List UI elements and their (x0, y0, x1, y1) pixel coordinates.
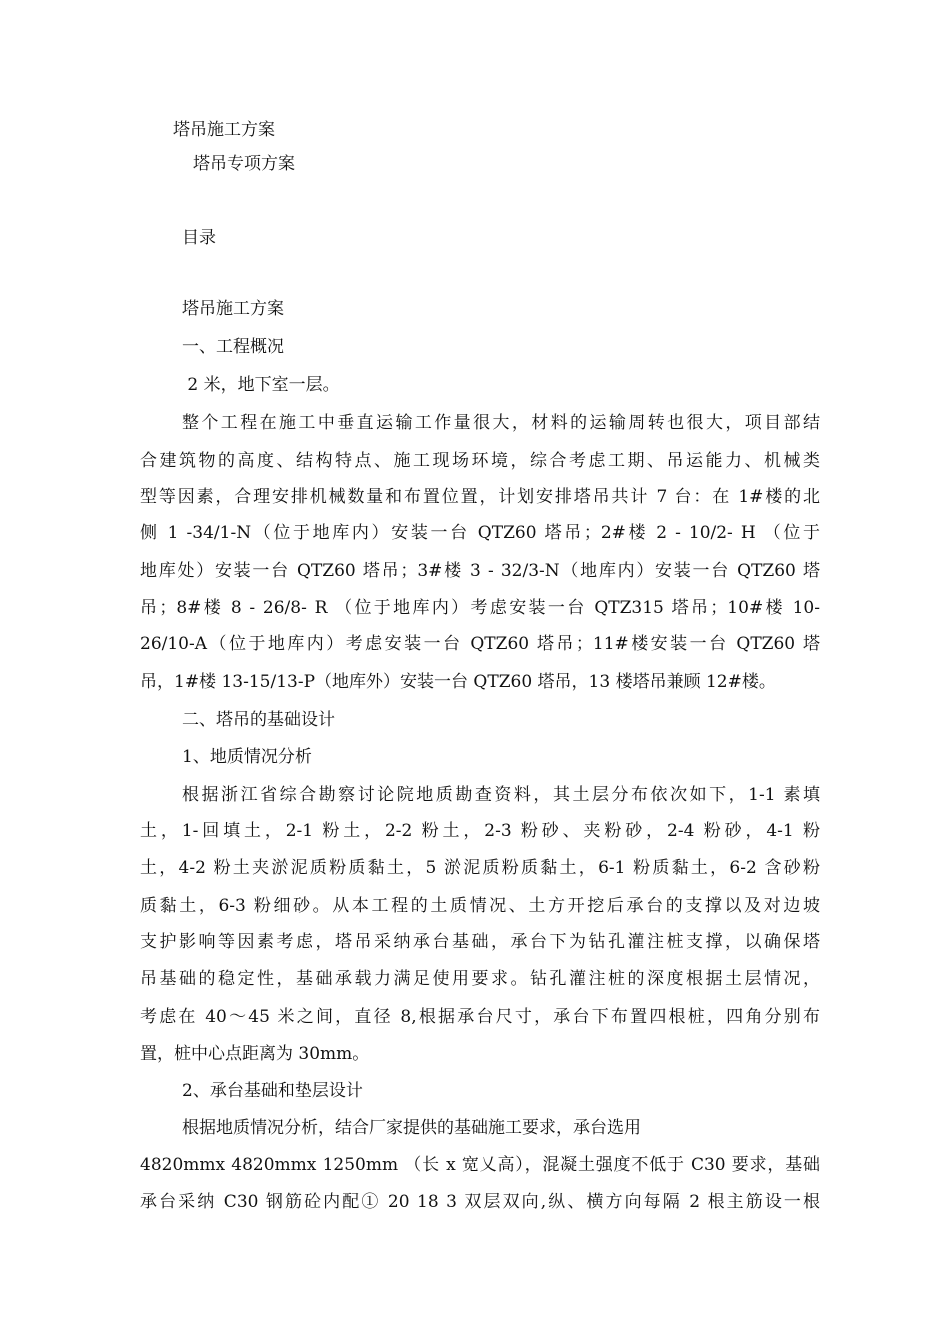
geology-line: 土，4-2 粉土夹淤泥质粉质黏土，5 淤泥质粉质黏土，6-1 粉质黏土，6-2 含砂粉 (140, 858, 820, 878)
cap-line: 根据地质情况分析，结合厂家提供的基础施工要求，承台选用 (182, 1118, 641, 1138)
overview-line: 合建筑物的高度、结构特点、施工现场环境，综合考虑工期、吊运能力、机械类 (140, 451, 820, 471)
header-title: 塔吊施工方案 (173, 120, 275, 140)
geology-line: 质黏土，6-3 粉细砂。从本工程的土质情况、土方开挖后承台的支撑以及对边坡 (140, 896, 820, 916)
overview-first-line: 2 米，地下室一层。 (182, 375, 340, 395)
geology-line: 考虑在 40〜45 米之间，直径 8,根据承台尺寸，承台下布置四根桩，四角分别布 (140, 1007, 820, 1027)
toc-label: 目录 (182, 228, 216, 248)
heading-cap-design: 2、承台基础和垫层设计 (182, 1081, 363, 1101)
overview-line: 侧 1 -34/1-N（位于地库内）安装一台 QTZ60 塔吊；2#楼 2 - 10/2- H （位于 (140, 523, 820, 543)
overview-line: 26/10-A（位于地库内）考虑安装一台 QTZ60 塔吊；11#楼安装一台 QTZ60 塔 (140, 634, 820, 654)
overview-line: 整个工程在施工中垂直运输工作量很大，材料的运输周转也很大，项目部结 (182, 413, 820, 433)
heading-overview: 一、工程概况 (182, 337, 284, 357)
overview-line: 吊；8#楼 8 - 26/8- R （位于地库内）考虑安装一台 QTZ315 塔吊；10#楼 10- (140, 598, 820, 618)
cap-line: 承台采纳 C30 钢筋砼内配① 20 18 3 双层双向,纵、横方向每隔 2 根主筋设一根 (140, 1192, 820, 1212)
cap-line: 4820mmx 4820mmx 1250mm （长 x 宽乂高），混凝土强度不低于 C30 要求，基础 (140, 1155, 820, 1175)
section-title: 塔吊施工方案 (182, 299, 284, 319)
geology-line: 吊基础的稳定性，基础承载力满足使用要求。钻孔灌注桩的深度根据土层情况， (140, 969, 820, 989)
heading-foundation: 二、塔吊的基础设计 (182, 710, 335, 730)
heading-geology: 1、地质情况分析 (182, 747, 312, 767)
overview-line: 地库处）安装一台 QTZ60 塔吊；3#楼 3 - 32/3-N（地库内）安装一台 QTZ60 塔 (140, 561, 820, 581)
geology-line: 土，1-回填土，2-1 粉土，2-2 粉土，2-3 粉砂、夹粉砂，2-4 粉砂，4-1 粉 (140, 821, 820, 841)
header-subtitle: 塔吊专项方案 (193, 154, 295, 174)
geology-line: 置，桩中心点距离为 30mm。 (140, 1044, 370, 1064)
geology-line: 根据浙江省综合勘察讨论院地质勘查资料，其土层分布依次如下，1-1 素填 (182, 785, 820, 805)
overview-line: 型等因素，合理安排机械数量和布置位置，计划安排塔吊共计 7 台：在 1#楼的北 (140, 487, 820, 507)
overview-line: 吊，1#楼 13-15/13-P（地库外）安装一台 QTZ60 塔吊，13 楼塔吊兼顾 12#楼。 (140, 672, 776, 692)
geology-line: 支护影响等因素考虑，塔吊采纳承台基础，承台下为钻孔灌注桩支撑，以确保塔 (140, 932, 820, 952)
